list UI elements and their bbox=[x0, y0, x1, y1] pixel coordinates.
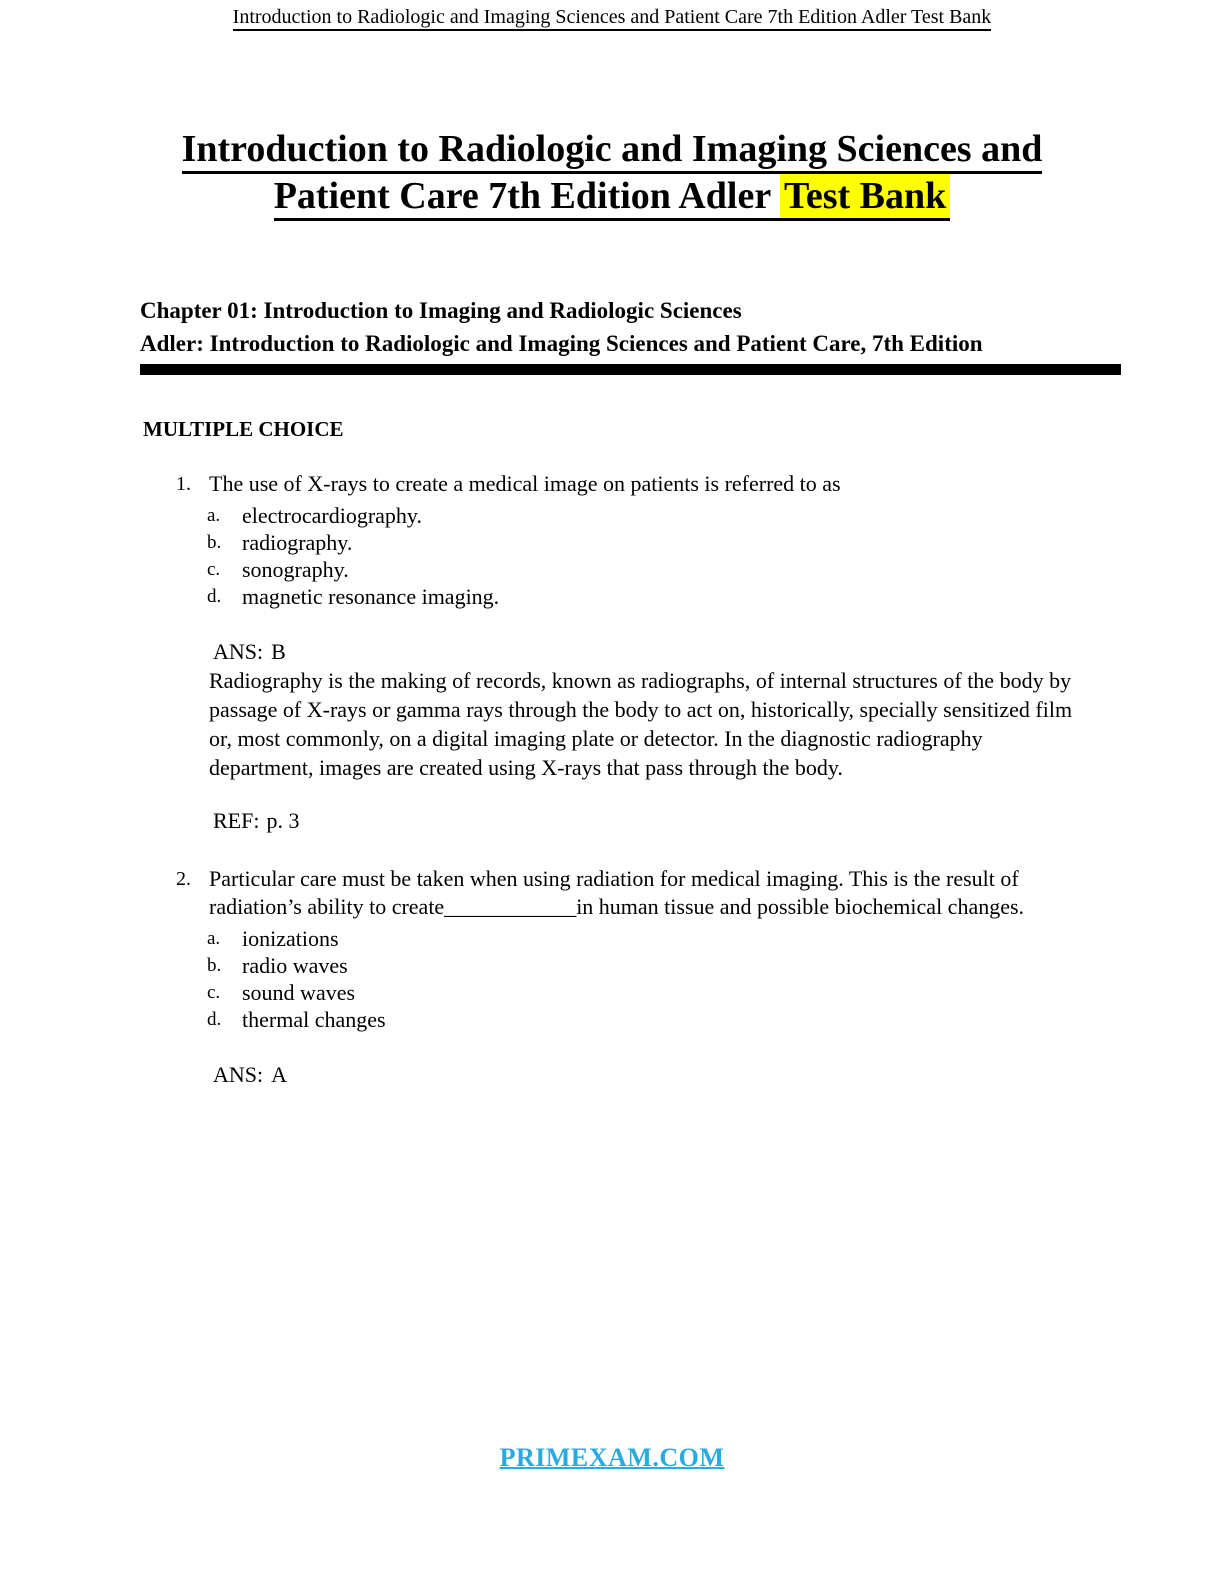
question-1 bbox=[140, 470, 1090, 835]
question-2-option-b bbox=[209, 952, 1090, 979]
chapter-heading-line-2: Adler: Introduction to Radiologic and Imaging Sciences and Patient Care, 7th Edition bbox=[140, 331, 983, 356]
running-header-text: Introduction to Radiologic and Imaging Sciences and Patient Care 7th Edition Adler Test Bank bbox=[233, 6, 992, 31]
question-1-option-a bbox=[209, 502, 1090, 529]
question-1-text: The use of X-rays to create a medical image on patients is referred to as bbox=[209, 471, 841, 496]
option-letter: b. bbox=[207, 955, 222, 976]
title-line-1-text: Introduction to Radiologic and Imaging Sciences and bbox=[182, 128, 1043, 174]
question-1-rationale: Radiography is the making of records, known as radiographs, of internal structures of the body by passage of X-rays or gamma rays through the body to act on, historically, specially sensitized film or, most commonly, on a digital imaging plate or detector. In the diagnostic radiography department, images are created using X-rays that pass through the body. bbox=[209, 668, 1073, 780]
question-2-options bbox=[209, 925, 1090, 1033]
option-letter: a. bbox=[207, 505, 221, 526]
question-1-number: 1. bbox=[176, 473, 191, 495]
answer-label: ANS: bbox=[213, 639, 264, 664]
question-list bbox=[140, 470, 1090, 1089]
question-1-option-c bbox=[209, 556, 1090, 583]
running-header bbox=[0, 0, 1224, 29]
reference-label: REF: bbox=[213, 808, 260, 833]
question-1-option-d bbox=[209, 583, 1090, 610]
option-text: thermal changes bbox=[242, 1007, 386, 1032]
question-2 bbox=[140, 865, 1090, 1089]
option-letter: b. bbox=[207, 532, 222, 553]
page-footer bbox=[0, 1443, 1224, 1473]
question-2-option-a bbox=[209, 925, 1090, 952]
chapter-heading-line-1: Chapter 01: Introduction to Imaging and Radiologic Sciences bbox=[140, 298, 742, 323]
title-line-1 bbox=[0, 126, 1224, 173]
answer-value: B bbox=[271, 639, 286, 664]
answer-value: A bbox=[271, 1062, 288, 1087]
title-line-2-text: Patient Care 7th Edition Adler bbox=[273, 175, 771, 217]
title-line-2 bbox=[0, 173, 1224, 220]
chapter-divider-bar bbox=[140, 364, 1121, 375]
question-2-number: 2. bbox=[176, 868, 191, 890]
option-letter: a. bbox=[207, 928, 221, 949]
title-line-2-wrap bbox=[274, 175, 951, 221]
option-text: sound waves bbox=[242, 980, 356, 1005]
option-text: sonography. bbox=[242, 557, 349, 582]
section-heading: MULTIPLE CHOICE bbox=[143, 417, 344, 441]
question-2-answer-line bbox=[209, 1060, 1090, 1089]
question-2-option-d bbox=[209, 1006, 1090, 1033]
chapter-heading bbox=[140, 294, 1125, 360]
title-highlight: Test Bank bbox=[780, 174, 950, 218]
question-1-answer-line bbox=[209, 637, 1090, 666]
option-text: radio waves bbox=[242, 953, 348, 978]
option-text: ionizations bbox=[242, 926, 339, 951]
option-letter: c. bbox=[207, 559, 221, 580]
option-letter: d. bbox=[207, 1009, 222, 1030]
question-2-option-c bbox=[209, 979, 1090, 1006]
document-title bbox=[0, 126, 1224, 220]
option-text: magnetic resonance imaging. bbox=[242, 584, 500, 609]
question-1-options bbox=[209, 502, 1090, 610]
question-1-option-b bbox=[209, 529, 1090, 556]
question-1-reference-line bbox=[209, 806, 1090, 835]
question-2-text: Particular care must be taken when using radiation for medical imaging. This is the result of radiation’s ability to create____________in human tissue and possible biochemical changes. bbox=[209, 866, 1025, 919]
option-letter: c. bbox=[207, 982, 221, 1003]
option-text: electrocardiography. bbox=[242, 503, 422, 528]
answer-label: ANS: bbox=[213, 1062, 264, 1087]
question-1-body bbox=[209, 470, 1090, 835]
option-text: radiography. bbox=[242, 530, 353, 555]
option-letter: d. bbox=[207, 586, 222, 607]
footer-site-link[interactable]: PRIMEXAM.COM bbox=[499, 1443, 725, 1472]
question-2-body bbox=[209, 865, 1090, 1089]
reference-value: p. 3 bbox=[266, 808, 300, 833]
